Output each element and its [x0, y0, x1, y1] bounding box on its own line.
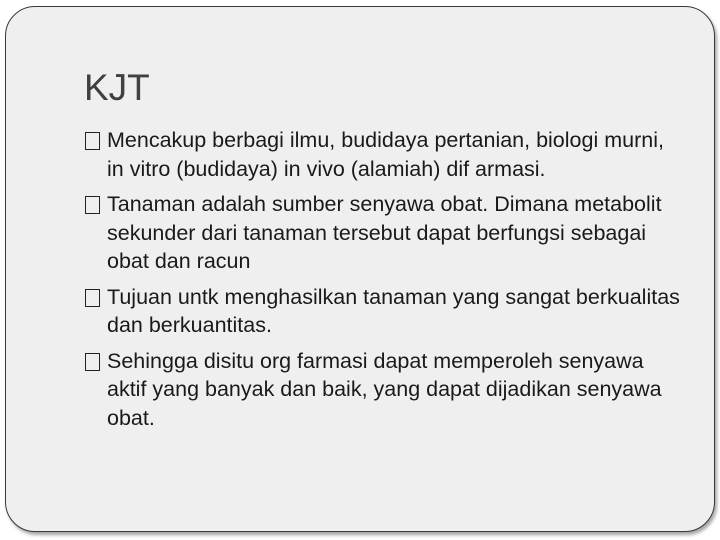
bullet-box-icon — [85, 132, 100, 150]
bullet-text: Mencakup berbagi ilmu, budidaya pertanian, biologi murni, in vitro (budidaya) in vivo (alamiah) dif armasi. — [107, 128, 664, 181]
bullet-box-icon — [85, 353, 100, 371]
bullet-item — [84, 190, 684, 276]
bullet-text: Tanaman adalah sumber senyawa obat. Dimana metabolit sekunder dari tanaman tersebut dapat berfungsi sebagai obat dan racun — [107, 192, 662, 273]
bullet-item — [84, 126, 684, 183]
bullet-text: Tujuan untk menghasilkan tanaman yang sangat berkualitas dan berkuantitas. — [107, 284, 680, 337]
bullet-box-icon — [85, 196, 100, 214]
bullet-item — [84, 283, 684, 340]
bullet-text: Sehingga disitu org farmasi dapat memperoleh senyawa aktif yang banyak dan baik, yang dapat dijadikan senyawa obat. — [107, 348, 662, 430]
slide — [5, 6, 715, 532]
bullet-box-icon — [85, 289, 100, 307]
bullet-list — [84, 126, 684, 439]
bullet-item — [84, 347, 684, 433]
slide-title: KJT — [84, 67, 150, 108]
